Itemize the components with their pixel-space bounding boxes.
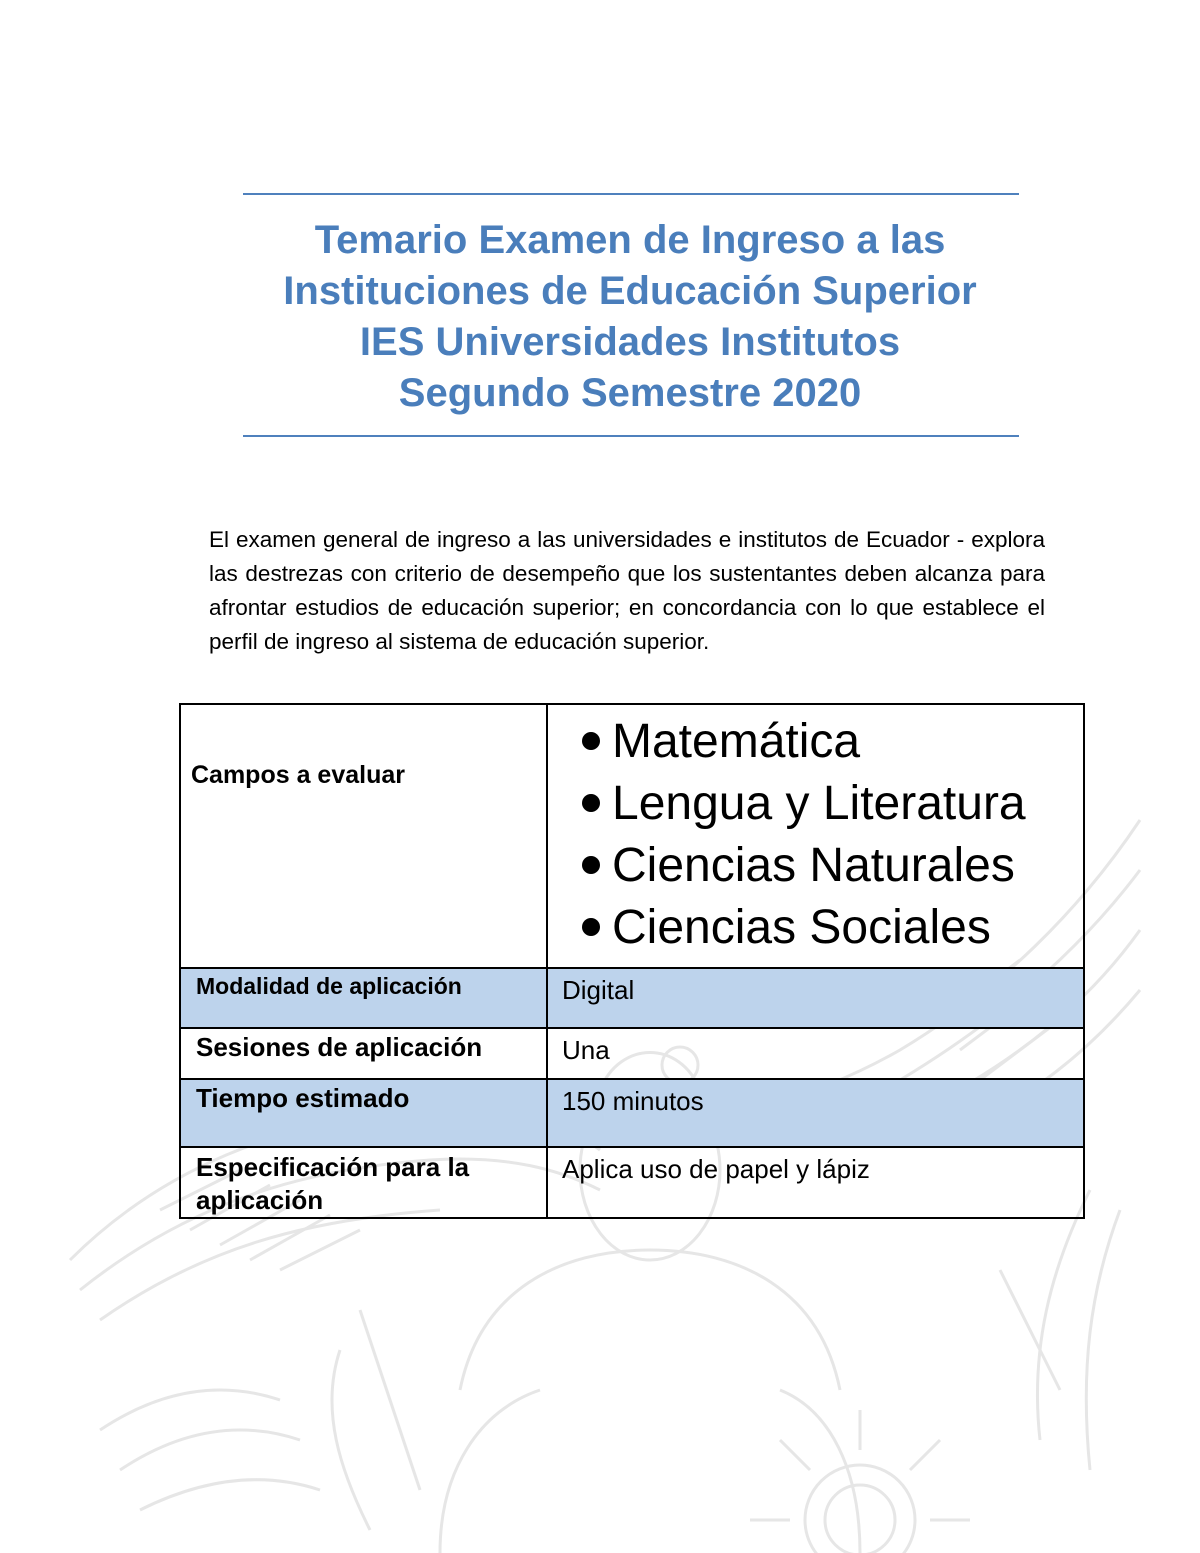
bullet-icon [582, 918, 600, 936]
table-cell-value [547, 1079, 1084, 1147]
specification-value: Aplica uso de papel y lápiz [562, 1154, 870, 1184]
field-item-label: Ciencias Sociales [612, 901, 991, 954]
table-cell-label [180, 1079, 547, 1147]
specification-label: Especificación para la aplicación [196, 1152, 470, 1215]
list-item [582, 711, 1083, 773]
title-bottom-rule [243, 435, 1019, 437]
fields-label: Campos a evaluar [191, 760, 405, 789]
time-label: Tiempo estimado [196, 1083, 410, 1113]
table-row [180, 704, 1084, 968]
table-row [180, 1079, 1084, 1147]
table-cell-label [180, 1147, 547, 1218]
bullet-icon [582, 794, 600, 812]
table-row [180, 968, 1084, 1028]
list-item [582, 773, 1083, 835]
table-cell-value [547, 704, 1084, 968]
modality-value: Digital [562, 975, 635, 1005]
exam-spec-table [179, 703, 1085, 1219]
title-line-4: Segundo Semestre 2020 [398, 371, 862, 415]
list-item [582, 897, 1083, 959]
table-cell-value [547, 1147, 1084, 1218]
table-row [180, 1028, 1084, 1079]
table-cell-value [547, 1028, 1084, 1079]
intro-paragraph: El examen general de ingreso a las universidades e institutos de Ecuador - explora las destrezas con criterio de desempeño que los sustentantes deben alcanza para afrontar estudios de educación superior; en concordancia con lo que establece el perfil de ingreso al sistema de educación superior. [209, 526, 1045, 655]
field-item-label: Lengua y Literatura [612, 777, 1026, 830]
bullet-icon [582, 732, 600, 750]
table-row [180, 1147, 1084, 1218]
time-value: 150 minutos [562, 1086, 704, 1116]
fields-list [582, 711, 1083, 959]
table-cell-label [180, 968, 547, 1028]
table-cell-label [180, 1028, 547, 1079]
sessions-label: Sesiones de aplicación [196, 1032, 483, 1062]
field-item-label: Matemática [612, 715, 861, 768]
bullet-icon [582, 856, 600, 874]
sessions-value: Una [562, 1035, 610, 1065]
table-cell-value [547, 968, 1084, 1028]
document-title [200, 215, 1060, 419]
table-cell-label [180, 704, 547, 968]
title-top-rule [243, 193, 1019, 195]
list-item [582, 835, 1083, 897]
title-line-3: IES Universidades Institutos [359, 320, 901, 364]
field-item-label: Ciencias Naturales [612, 839, 1015, 892]
title-line-1: Temario Examen de Ingreso a las [314, 218, 946, 262]
modality-label: Modalidad de aplicación [196, 973, 462, 999]
title-line-2: Instituciones de Educación Superior [283, 269, 977, 313]
